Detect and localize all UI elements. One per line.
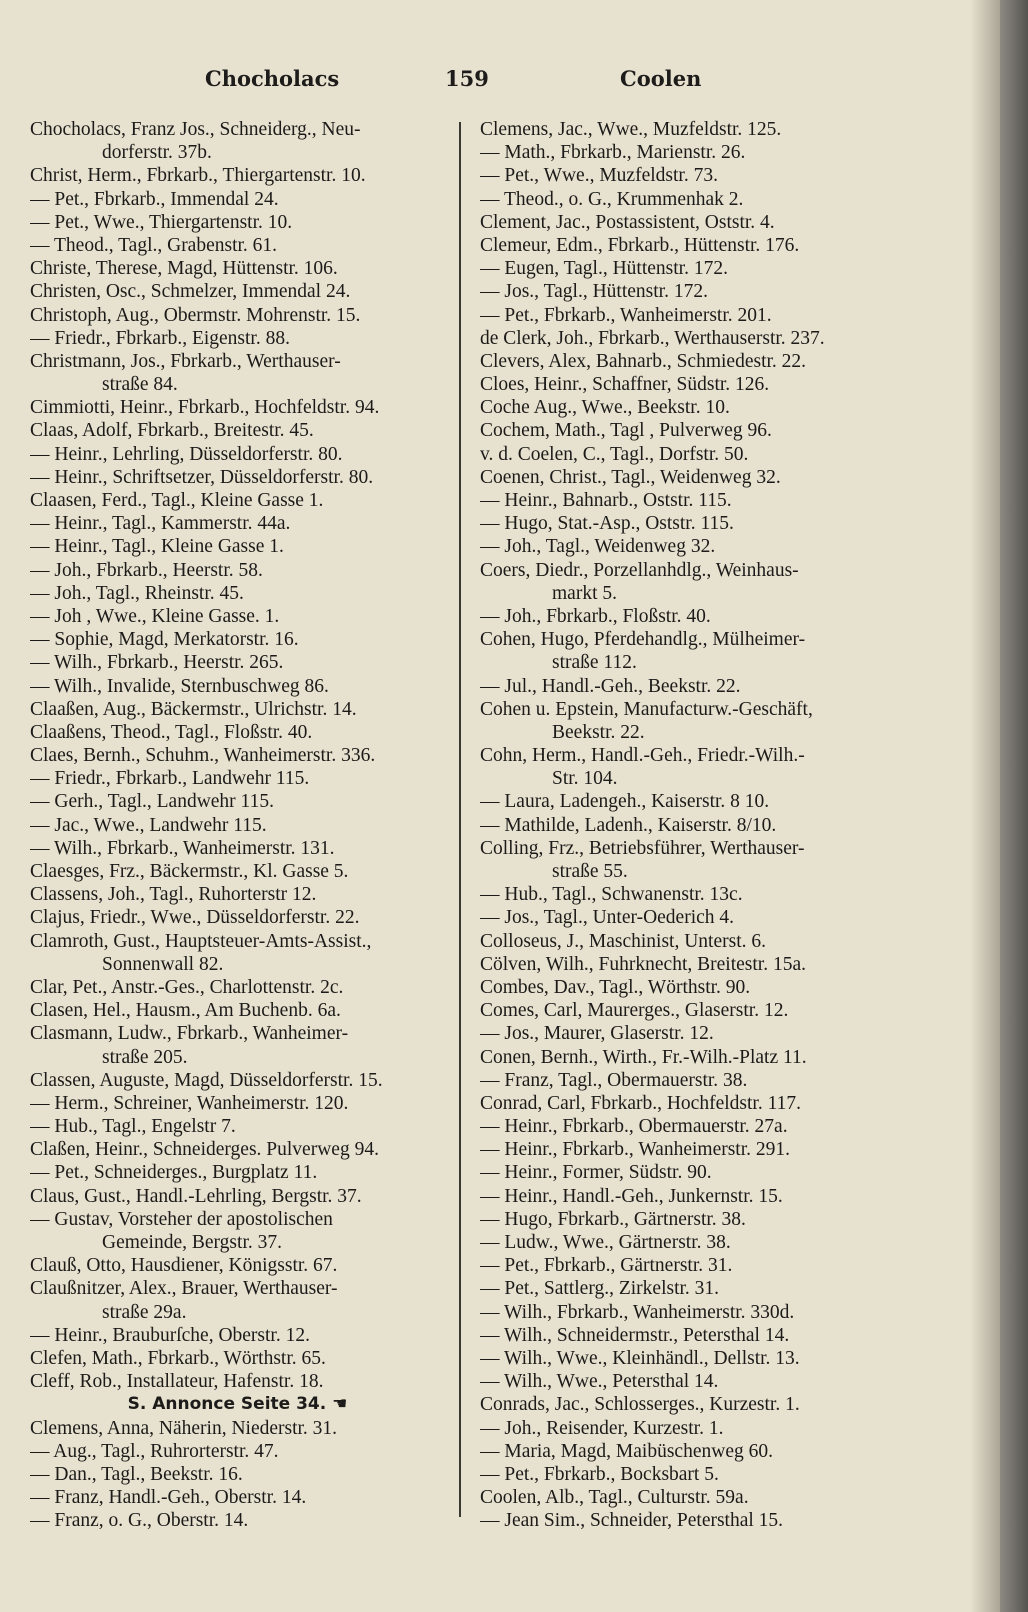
directory-entry-line: Clefen, Math., Fbrkarb., Wörthstr. 65. [30, 1347, 326, 1369]
directory-entry-line: straße 29a. [102, 1301, 187, 1323]
directory-entry-line: Claaßens, Theod., Tagl., Floßstr. 40. [30, 721, 313, 743]
directory-entry-line: — Jos., Maurer, Glaserstr. 12. [480, 1023, 714, 1045]
directory-entry-line: Cloes, Heinr., Schaffner, Südstr. 126. [480, 374, 770, 396]
directory-entry-line: Claaßen, Aug., Bäckermstr., Ulrichstr. 14. [30, 698, 357, 720]
directory-entry-line: — Dan., Tagl., Beekstr. 16. [30, 1463, 243, 1485]
directory-entry-line: — Franz, Handl.-Geh., Oberstr. 14. [30, 1487, 307, 1509]
directory-entry-line: Clajus, Friedr., Wwe., Düsseldorferstr. 22. [30, 907, 360, 929]
directory-entry-line: — Hub., Tagl., Schwanenstr. 13c. [480, 884, 743, 906]
directory-entry-line: Christmann, Jos., Fbrkarb., Werthauser- [30, 350, 341, 372]
directory-entry-line: Cohen, Hugo, Pferdehandlg., Mülheimer- [480, 629, 806, 651]
directory-entry-line: v. d. Coelen, C., Tagl., Dorfstr. 50. [480, 443, 749, 465]
directory-entry-line: Cohen u. Epstein, Manufacturw.-Geschäft, [480, 698, 813, 720]
directory-entry-line: — Maria, Magd, Maibüschenweg 60. [480, 1440, 773, 1462]
directory-entry-line: — Laura, Ladengeh., Kaiserstr. 8 10. [480, 791, 770, 813]
directory-entry-line: — Theod., o. G., Krummenhak 2. [480, 188, 744, 210]
directory-entry-line: — Hugo, Stat.-Asp., Oststr. 115. [480, 513, 734, 535]
directory-entry-line: — Hub., Tagl., Engelstr 7. [30, 1116, 236, 1138]
directory-entry-line: Classen, Auguste, Magd, Düsseldorferstr. 15. [30, 1069, 383, 1091]
directory-entry-line: Cleff, Rob., Installateur, Hafenstr. 18. [30, 1371, 324, 1393]
directory-entry-line: de Clerk, Joh., Fbrkarb., Werthauserstr. 237. [480, 327, 825, 349]
directory-entry-line: Claußnitzer, Alex., Brauer, Werthauser- [30, 1278, 338, 1300]
directory-entry-line: — Heinr., Lehrling, Düsseldorferstr. 80. [30, 443, 343, 465]
page-header [0, 66, 1000, 100]
directory-entry-line: — Wilh., Invalide, Sternbuschweg 86. [30, 675, 329, 697]
directory-entry-line: — Heinr., Tagl., Kammerstr. 44a. [30, 513, 291, 535]
directory-entry-line: — Jul., Handl.-Geh., Beekstr. 22. [480, 675, 741, 697]
directory-entry-line: — Ludw., Wwe., Gärtnerstr. 38. [480, 1232, 731, 1253]
book-edge [1000, 0, 1028, 1612]
directory-entry-line: — Heinr., Schriftsetzer, Düsseldorferstr. 80. [30, 466, 374, 488]
column-divider [459, 122, 461, 1517]
directory-entry-line: — Heinr., Former, Südstr. 90. [480, 1162, 712, 1184]
directory-entry-line: Coolen, Alb., Tagl., Culturstr. 59a. [480, 1487, 749, 1509]
directory-entry-line: — Joh., Reisender, Kurzestr. 1. [480, 1417, 724, 1439]
directory-entry-line: — Aug., Tagl., Ruhrorterstr. 47. [30, 1440, 279, 1462]
directory-entry-line: Christoph, Aug., Obermstr. Mohrenstr. 15. [30, 304, 361, 326]
directory-entry-line: straße 55. [552, 861, 628, 882]
directory-entry-line: — Pet., Schneiderges., Burgplatz 11. [30, 1162, 318, 1184]
directory-entry-line: — Joh , Wwe., Kleine Gasse. 1. [30, 605, 280, 627]
directory-entry-line: — Jac., Wwe., Landwehr 115. [30, 814, 267, 836]
directory-entry-line: — Pet., Fbrkarb., Gärtnerstr. 31. [480, 1255, 733, 1277]
directory-entry-line: — Eugen, Tagl., Hüttenstr. 172. [480, 258, 728, 280]
directory-entry-line: — Pet., Fbrkarb., Bocksbart 5. [480, 1463, 719, 1485]
directory-entry-line: — Mathilde, Ladenh., Kaiserstr. 8/10. [480, 814, 777, 836]
directory-entry-line: — Franz, Tagl., Obermauerstr. 38. [480, 1069, 748, 1091]
directory-entry-line: — Gerh., Tagl., Landwehr 115. [30, 791, 274, 813]
directory-entry-line: — Heinr., Tagl., Kleine Gasse 1. [30, 536, 284, 558]
directory-entry-line: — Jos., Tagl., Unter-Oederich 4. [480, 907, 735, 929]
right-column [480, 118, 895, 1558]
directory-entry-line: — Wilh., Fbrkarb., Wanheimerstr. 330d. [480, 1301, 795, 1323]
directory-entry-line: Clevers, Alex, Bahnarb., Schmiedestr. 22. [480, 350, 807, 372]
directory-entry-line: — Joh., Fbrkarb., Heerstr. 58. [30, 559, 263, 581]
directory-entry-line: Combes, Dav., Tagl., Wörthstr. 90. [480, 976, 751, 998]
directory-entry-line: — Friedr., Fbrkarb., Eigenstr. 88. [30, 327, 290, 349]
directory-entry-line: Conen, Bernh., Wirth., Fr.-Wilh.-Platz 11. [480, 1046, 807, 1068]
header-right-keyword: Coolen [620, 66, 702, 91]
directory-entry-line: straße 84. [102, 374, 178, 396]
directory-entry-line: Clasmann, Ludw., Fbrkarb., Wanheimer- [30, 1023, 349, 1045]
directory-entry-line: — Heinr., Handl.-Geh., Junkernstr. 15. [480, 1185, 783, 1207]
directory-entry-line: — Theod., Tagl., Grabenstr. 61. [30, 234, 278, 256]
directory-entry-line: — Pet., Wwe., Thiergartenstr. 10. [30, 211, 293, 233]
directory-entry-line: Clemens, Jac., Wwe., Muzfeldstr. 125. [480, 119, 782, 140]
header-left-keyword: Chocholacs [205, 66, 340, 91]
directory-entry-line: — Wilh., Wwe., Petersthal 14. [480, 1371, 719, 1393]
directory-entry-line: Christ, Herm., Fbrkarb., Thiergartenstr. 10. [30, 165, 366, 187]
directory-entry-line: Cochem, Math., Tagl , Pulverweg 96. [480, 420, 772, 442]
directory-entry-line: Claesges, Frz., Bäckermstr., Kl. Gasse 5. [30, 861, 349, 882]
directory-entry-line: — Heinr., Fbrkarb., Wanheimerstr. 291. [480, 1139, 791, 1161]
directory-entry-line: — Jean Sim., Schneider, Petersthal 15. [480, 1510, 784, 1532]
directory-entry-line: Cölven, Wilh., Fuhrknecht, Breitestr. 15a. [480, 953, 806, 975]
directory-entry-line: Clauß, Otto, Hausdiener, Königsstr. 67. [30, 1255, 338, 1277]
directory-entry-line: — Herm., Schreiner, Wanheimerstr. 120. [30, 1092, 349, 1114]
directory-entry-line: Clement, Jac., Postassistent, Oststr. 4. [480, 211, 775, 233]
directory-entry-line: Conrad, Carl, Fbrkarb., Hochfeldstr. 117. [480, 1092, 801, 1114]
directory-entry-line: Classens, Joh., Tagl., Ruhorterstr 12. [30, 884, 317, 906]
directory-entry-line: Claus, Gust., Handl.-Lehrling, Bergstr. 37. [30, 1185, 362, 1207]
directory-entry-line: — Math., Fbrkarb., Marienstr. 26. [480, 142, 746, 164]
directory-entry-line: Claes, Bernh., Schuhm., Wanheimerstr. 336. [30, 745, 376, 767]
directory-entry-line: Coenen, Christ., Tagl., Weidenweg 32. [480, 466, 781, 488]
directory-entry-line: — Joh., Tagl., Weidenweg 32. [480, 536, 716, 558]
directory-entry-line: Claas, Adolf, Fbrkarb., Breitestr. 45. [30, 420, 314, 442]
directory-entry-line: markt 5. [552, 582, 617, 604]
directory-entry-line: — Gustav, Vorsteher der apostolischen [30, 1208, 333, 1230]
directory-entry-line: Cimmiotti, Heinr., Fbrkarb., Hochfeldstr. 94. [30, 397, 380, 419]
directory-entry-line: Clasen, Hel., Hausm., Am Buchenb. 6a. [30, 1000, 341, 1022]
directory-entry-line: Coers, Diedr., Porzellanhdlg., Weinhaus- [480, 559, 799, 581]
directory-entry-line: Claasen, Ferd., Tagl., Kleine Gasse 1. [30, 490, 324, 511]
directory-entry-line: — Pet., Wwe., Muzfeldstr. 73. [480, 165, 718, 187]
directory-entry-line: — Pet., Fbrkarb., Wanheimerstr. 201. [480, 304, 772, 326]
directory-entry-line: — Friedr., Fbrkarb., Landwehr 115. [30, 768, 310, 790]
directory-entry-line: — Franz, o. G., Oberstr. 14. [30, 1510, 249, 1532]
directory-entry-line: Sonnenwall 82. [102, 953, 224, 975]
directory-entry-line: Coche Aug., Wwe., Beekstr. 10. [480, 397, 730, 419]
directory-entry-line: — Heinr., Bahnarb., Oststr. 115. [480, 490, 732, 511]
directory-entry-line: Clamroth, Gust., Hauptsteuer-Amts-Assist., [30, 930, 372, 952]
directory-entry-line: straße 205. [102, 1046, 188, 1068]
directory-entry-line: Gemeinde, Bergstr. 37. [102, 1232, 282, 1253]
directory-entry-line: Colling, Frz., Betriebsführer, Werthauser- [480, 837, 805, 859]
directory-entry-line: Christen, Osc., Schmelzer, Immendal 24. [30, 281, 351, 303]
directory-entry-line: — Wilh., Fbrkarb., Wanheimerstr. 131. [30, 837, 335, 859]
left-column [30, 118, 445, 1558]
directory-entry-line: Clemeur, Edm., Fbrkarb., Hüttenstr. 176. [480, 234, 800, 256]
directory-entry-line: straße 112. [552, 652, 637, 674]
directory-entry-line: dorferstr. 37b. [102, 142, 212, 164]
directory-entry-line: — Wilh., Schneidermstr., Petersthal 14. [480, 1324, 790, 1346]
advertisement-note: S. Annonce Seite 34. ☚ [127, 1394, 348, 1415]
directory-entry-line: — Wilh., Fbrkarb., Heerstr. 265. [30, 652, 284, 674]
directory-entry-line: — Sophie, Magd, Merkatorstr. 16. [30, 629, 299, 651]
directory-entry-line: Clemens, Anna, Näherin, Niederstr. 31. [30, 1417, 338, 1439]
directory-entry-line: Beekstr. 22. [552, 721, 645, 743]
directory-entry-line: — Wilh., Wwe., Kleinhändl., Dellstr. 13. [480, 1347, 800, 1369]
page-number: 159 [445, 66, 489, 91]
directory-entry-line: — Joh., Fbrkarb., Floßstr. 40. [480, 605, 711, 627]
directory-entry-line: Str. 104. [552, 768, 618, 790]
directory-entry-line: — Joh., Tagl., Rheinstr. 45. [30, 582, 244, 604]
directory-entry-line: — Heinr., Fbrkarb., Obermauerstr. 27a. [480, 1116, 788, 1138]
directory-entry-line: Christe, Therese, Magd, Hüttenstr. 106. [30, 258, 338, 280]
directory-entry-line: — Jos., Tagl., Hüttenstr. 172. [480, 281, 708, 303]
directory-entry-line: — Heinr., Brauburſche, Oberstr. 12. [30, 1324, 310, 1346]
directory-entry-line: Conrads, Jac., Schlosserges., Kurzestr. 1. [480, 1394, 800, 1416]
directory-entry-line: Cohn, Herm., Handl.-Geh., Friedr.-Wilh.- [480, 745, 805, 767]
directory-entry-line: Claßen, Heinr., Schneiderges. Pulverweg 94. [30, 1139, 379, 1161]
directory-entry-line: — Hugo, Fbrkarb., Gärtnerstr. 38. [480, 1208, 746, 1230]
directory-entry-line: Chocholacs, Franz Jos., Schneiderg., Neu- [30, 119, 361, 140]
directory-entry-line: Comes, Carl, Maurerges., Glaserstr. 12. [480, 1000, 789, 1022]
directory-entry-line: — Pet., Sattlerg., Zirkelstr. 31. [480, 1278, 720, 1300]
directory-entry-line: Clar, Pet., Anstr.-Ges., Charlottenstr. 2c. [30, 976, 344, 998]
directory-entry-line: — Pet., Fbrkarb., Immendal 24. [30, 188, 279, 210]
directory-entry-line: Colloseus, J., Maschinist, Unterst. 6. [480, 930, 766, 952]
